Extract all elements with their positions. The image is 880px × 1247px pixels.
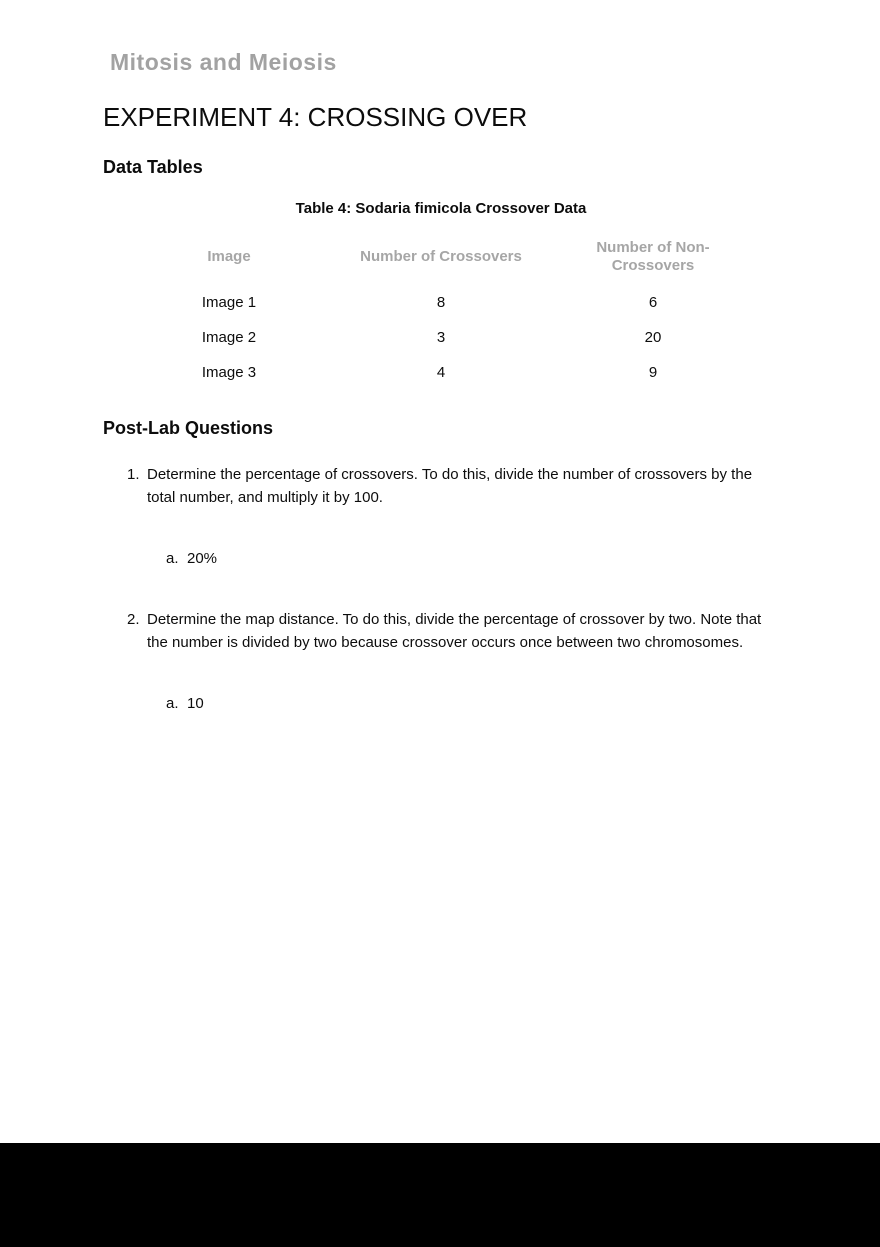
cell-image-3: Image 3: [201, 364, 257, 381]
cell-image-2: Image 2: [201, 329, 257, 346]
cell-crossovers-3: 4: [436, 364, 446, 381]
doc-header-title: Mitosis and Meiosis: [110, 49, 337, 75]
answer-label: a.: [166, 695, 179, 712]
cell-crossovers-2: 3: [436, 329, 446, 346]
table-caption: Table 4: Sodaria fimicola Crossover Data: [295, 200, 587, 217]
section-heading-post-lab: Post-Lab Questions: [103, 418, 274, 438]
answer-label: a.: [166, 550, 179, 567]
cell-non-crossovers-1: 6: [648, 294, 658, 311]
cell-image-1: Image 1: [201, 294, 257, 311]
footer-black-bar: [0, 1143, 880, 1247]
answer-item-2: [166, 692, 775, 715]
cell-crossovers-1: 8: [436, 294, 446, 311]
question-item-2: [127, 608, 775, 654]
column-header-crossovers: [335, 239, 547, 285]
question-number: 1.: [127, 466, 140, 483]
crossover-data-table: [123, 239, 759, 390]
column-header-crossovers-label: Number of Crossovers: [360, 248, 522, 265]
question-number: 2.: [127, 611, 140, 628]
column-header-image: [123, 239, 335, 285]
cell-non-crossovers-2: 20: [644, 329, 662, 346]
question-item-1: [127, 463, 775, 509]
table-header-row: [123, 239, 759, 285]
question-text: Determine the map distance. To do this, divide the percentage of crossover by two. Note that the number is divided by two because crossover occurs once between two chromosomes.: [147, 611, 762, 651]
answer-item-1: [166, 547, 775, 570]
section-heading-data-tables: Data Tables: [103, 157, 203, 177]
question-text: Determine the percentage of crossovers. To do this, divide the number of crossovers by the total number, and multiply it by 100.: [147, 466, 753, 506]
column-header-non-crossovers-label: Number of Non-Crossovers: [596, 239, 710, 274]
table-row: [123, 285, 759, 320]
table-row: [123, 355, 759, 390]
page-title: EXPERIMENT 4: CROSSING OVER: [103, 102, 528, 132]
answer-value: 20%: [187, 550, 218, 567]
column-header-non-crossovers: [547, 239, 759, 285]
answer-value: 10: [187, 695, 204, 712]
cell-non-crossovers-3: 9: [648, 364, 658, 381]
column-header-image-label: Image: [207, 248, 251, 265]
table-row: [123, 320, 759, 355]
